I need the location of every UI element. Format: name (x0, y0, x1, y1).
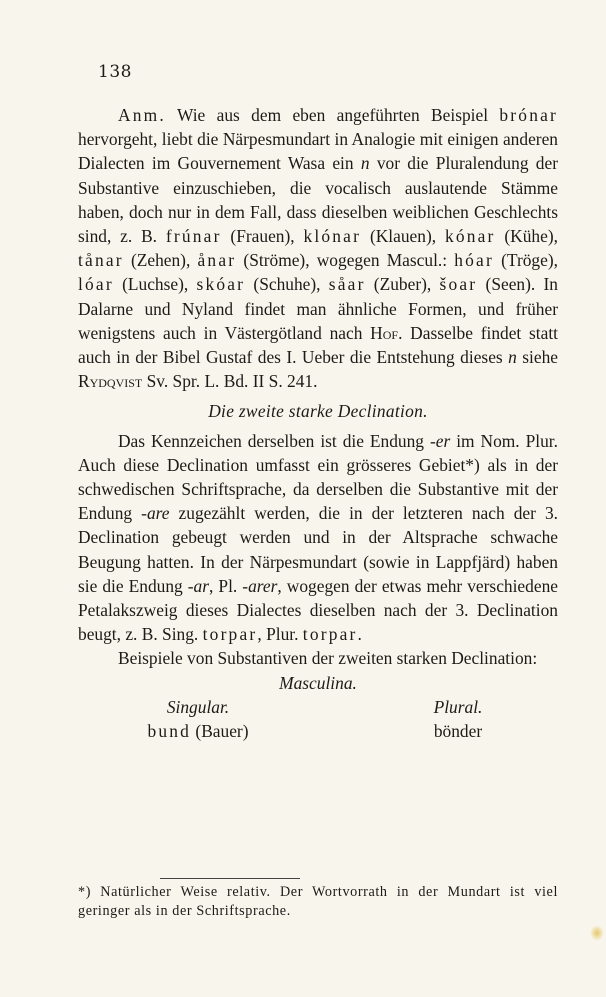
example-word: tånar (78, 250, 124, 271)
gender-heading: Masculina. (279, 672, 357, 693)
author-name: Hof (370, 322, 399, 343)
footnote-rule (160, 878, 300, 879)
paragraph-annotation: Anm. Wie aus dem eben angeführten Beispiel brónar hervorgeht, liebt die Närpesmundart in Analogie mit einigen anderen Dialecten im Gouvernement Wasa ein n vor die Pluralendung der Substantive einzuschieben, die vocalisch auslautende Stämme haben, doch nur in dem Fall, dass dieselben weiblichen Geschlechts sind, z. B. frúnar (Frauen), klónar (Klauen), kónar (Kühe), tånar (Zehen), ånar (Ströme), wogegen Mascul.: hóar (Tröge), lóar (Luchse), skóar (Schuhe), såar (Zuber), šoar (Seen). In Dalarne und Nyland findet man ähnliche Formen, und früher wenigstens auch in Västergötland nach Hof. Dasselbe findet statt auch in der Bibel Gustaf des I. Ueber die Entstehung dieses n siehe Rydqvist Sv. Spr. L. Bd. II S. 241. (78, 105, 558, 392)
singular-gloss: (Bauer) (191, 721, 249, 742)
example-word: torpar (202, 624, 258, 645)
example-word: skóar (196, 274, 246, 295)
author-name: Rydqvist (78, 371, 143, 392)
singular-cell (78, 719, 318, 743)
ending: -arer (242, 575, 278, 596)
example-word: hóar (454, 250, 494, 271)
footnote: *) Natürlicher Weise relativ. Der Wortvorrath in der Mundart ist viel geringer als in der Schriftsprache. (78, 884, 558, 919)
paragraph-examples: Beispiele von Substantiven der zweiten starken Declination: (118, 648, 538, 669)
paragraph-declination: Das Kennzeichen derselben ist die Endung -er im Nom. Plur. Auch diese Declination umfasst ein grösseres Gebiet*) als in der schwedischen Schriftsprache, da derselben die Substantive mit der Endung -are zugezählt werden, die in der letzteren nach der 3. Declination gebeugt werden und in der Altsprache schwache Beugung hatten. In der Närpesmundart (sowie in Lappfjärd) haben sie die Endung -ar, Pl. -arer, wogegen der etwas mehr verschiedene Petalakszweig dieses Dialectes dieselben nach der 3. Declination beugt, z. B. Sing. torpar, Plur. torpar. (78, 430, 558, 645)
paradigm-labels (78, 695, 558, 719)
example-word: klónar (303, 226, 362, 247)
singular-label: Singular. (166, 696, 230, 717)
main-text (78, 103, 558, 743)
example-word: ånar (197, 250, 237, 271)
example-word: kónar (444, 226, 496, 247)
page-number: 138 (98, 62, 132, 82)
ending: -are (141, 503, 170, 524)
anm-label: Anm. (118, 105, 166, 125)
example-word: torpar (302, 624, 358, 645)
section-title: Die zweite starke Declination. (208, 401, 428, 422)
paradigm-row (78, 719, 558, 743)
ending: -er (429, 430, 451, 451)
plural-label: Plural. (433, 696, 483, 717)
ending: -ar (187, 575, 210, 596)
example-word: šoar (439, 274, 478, 295)
example-word: lóar (78, 274, 114, 295)
plural-word: bönder (433, 721, 483, 742)
example-word: brónar (499, 105, 558, 125)
singular-word: bund (147, 721, 192, 742)
paper-stain (590, 925, 604, 941)
example-word: frúnar (165, 226, 222, 247)
example-word: såar (328, 274, 366, 295)
